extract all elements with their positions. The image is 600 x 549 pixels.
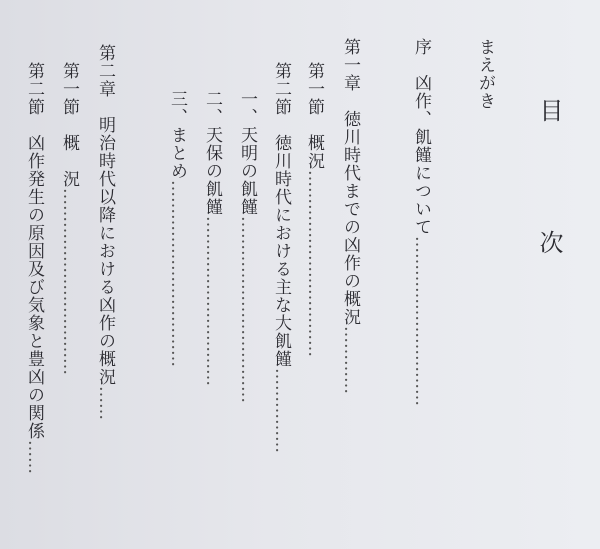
entry-label: 第二節 徳川時代における主な大飢饉 [271, 62, 291, 368]
entry-label: 第一章 徳川時代までの凶作の概況 [340, 38, 360, 326]
dot-leader: ………… [340, 326, 360, 394]
toc-entry-chapter-2 [96, 44, 113, 420]
entry-label: 第二章 明治時代以降における凶作の概況 [95, 44, 115, 386]
dot-leader: …… [95, 386, 115, 420]
entry-label: 第二節 凶作発生の原因及び気象と豊凶の関係 [24, 62, 44, 440]
toc-title: 目 次 [535, 98, 563, 296]
entry-label: 第一節 概 況 [59, 62, 79, 188]
dot-leader: …………………………… [304, 170, 324, 357]
toc-entry-maegaki [476, 38, 493, 110]
dot-leader: …… [24, 440, 44, 474]
toc-entry-matome [168, 90, 185, 367]
dot-leader: …………………………… [167, 180, 187, 367]
toc-entry-ch2-section-1 [60, 62, 77, 375]
toc-entry-ch1-section-1 [305, 62, 322, 357]
entry-label: 三、まとめ [167, 90, 187, 180]
dot-leader: …………………………… [59, 188, 79, 375]
dot-leader: ………………………… [411, 236, 431, 406]
entry-label: 第一節 概況 [304, 62, 324, 170]
entry-label: 序 凶作、飢饉について [411, 38, 431, 236]
dot-leader: ………………………… [202, 216, 222, 386]
dot-leader: …………… [271, 368, 291, 453]
toc-entry-tenmei [238, 90, 255, 403]
dot-leader: …………………………… [237, 216, 257, 403]
entry-label: まえがき [475, 38, 495, 110]
toc-entry-tenpo [203, 90, 220, 386]
entry-label: 一、天明の飢饉 [237, 90, 257, 216]
toc-entry-jo [412, 38, 429, 406]
toc-entry-chapter-1 [341, 38, 358, 394]
toc-entry-ch2-section-2 [25, 62, 42, 474]
entry-label: 二、天保の飢饉 [202, 90, 222, 216]
toc-entry-ch1-section-2 [272, 62, 289, 453]
